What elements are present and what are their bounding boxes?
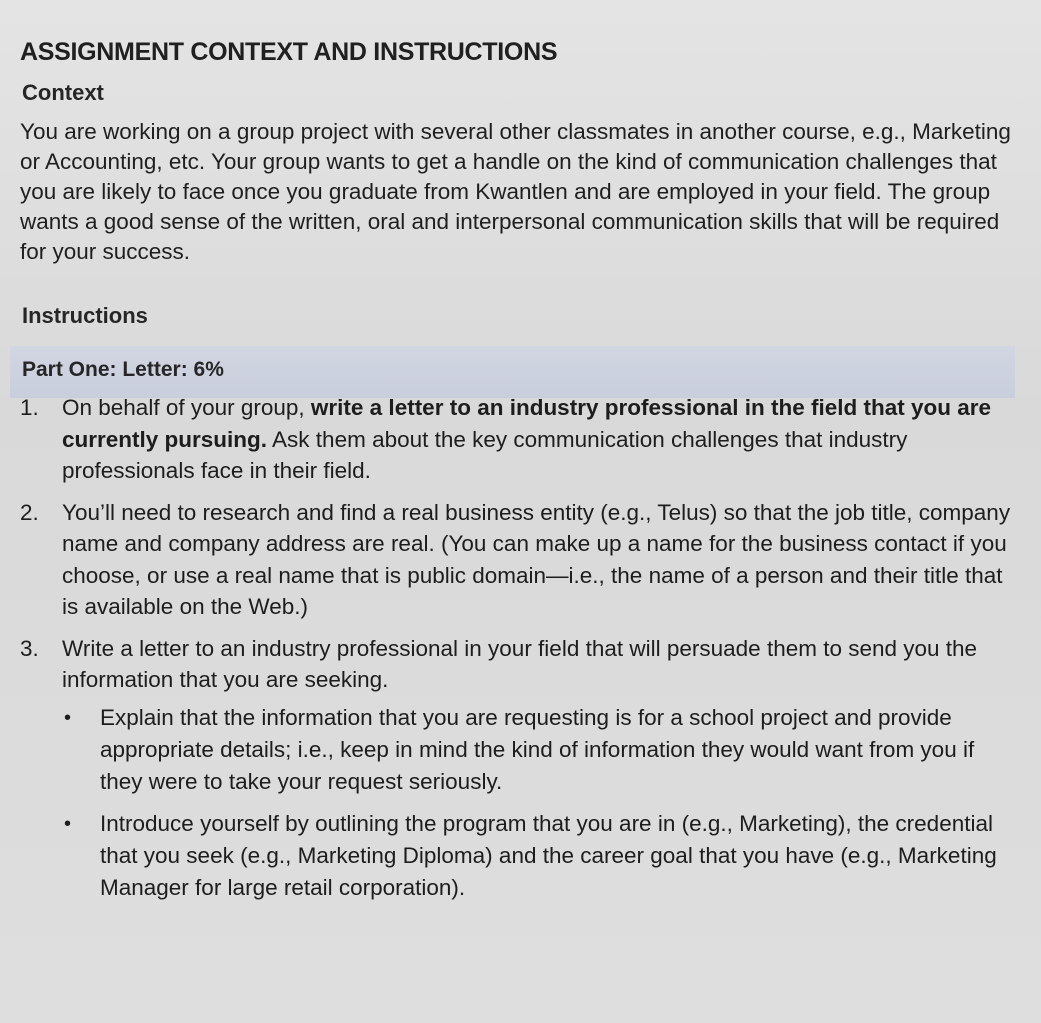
sub-bullet-list bbox=[62, 702, 1020, 904]
bullet-text: Introduce yourself by outlining the program that you are in (e.g., Marketing), the credential that you seek (e.g., Marketing Diploma) and the career goal that you have (e.g., Marketing Manager for large retail corporation). bbox=[100, 810, 997, 900]
item-bold-text: write a letter to an industry professional in the field that you are currently pursuing. bbox=[62, 395, 992, 452]
context-heading: Context bbox=[22, 80, 104, 105]
bullet-item bbox=[62, 702, 1020, 798]
list-item bbox=[10, 392, 1020, 487]
item-number: 2. bbox=[20, 499, 39, 525]
bullet-icon: • bbox=[64, 706, 72, 729]
item-number: 1. bbox=[20, 395, 39, 420]
bullet-icon: • bbox=[64, 812, 72, 835]
instruction-list bbox=[10, 392, 1020, 914]
item-tail-text: Ask them about the key communication challenges that industry professionals face in their field. bbox=[62, 426, 908, 483]
item-lead-text: On behalf of your group, bbox=[62, 395, 311, 420]
context-paragraph: You are working on a group project with several other classmates in another course, e.g., Marketing or Accounting, etc. Your group wants to get a handle on the kind of communication challenges that you are likely to face once you graduate from Kwantlen and are employed in your field. The group wants a good sense of the written, oral and interpersonal communication skills that will be required for your success. bbox=[20, 119, 1011, 264]
list-item bbox=[10, 633, 1020, 904]
bullet-text: Explain that the information that you are requesting is for a school project and provide appropriate details; i.e., keep in mind the kind of information they would want from you if they were to take your request seriously. bbox=[100, 704, 975, 794]
part-one-title: Part One: Letter: 6% bbox=[22, 358, 224, 381]
page-title: ASSIGNMENT CONTEXT AND INSTRUCTIONS bbox=[20, 38, 558, 66]
item-text: Write a letter to an industry professional in your field that will persuade them to send you the information that you are seeking. bbox=[62, 635, 978, 692]
item-text: You’ll need to research and find a real business entity (e.g., Telus) so that the job title, company name and company address are real. (You can make up a name for the business contact if you choose, or use a real name that is public domain—i.e., the name of a person and their title that is available on the Web.) bbox=[62, 499, 1011, 619]
item-number: 3. bbox=[20, 635, 39, 661]
part-one-header-bar bbox=[10, 346, 1015, 398]
list-item bbox=[10, 497, 1020, 623]
instructions-heading: Instructions bbox=[22, 303, 148, 328]
bullet-item bbox=[62, 808, 1020, 904]
